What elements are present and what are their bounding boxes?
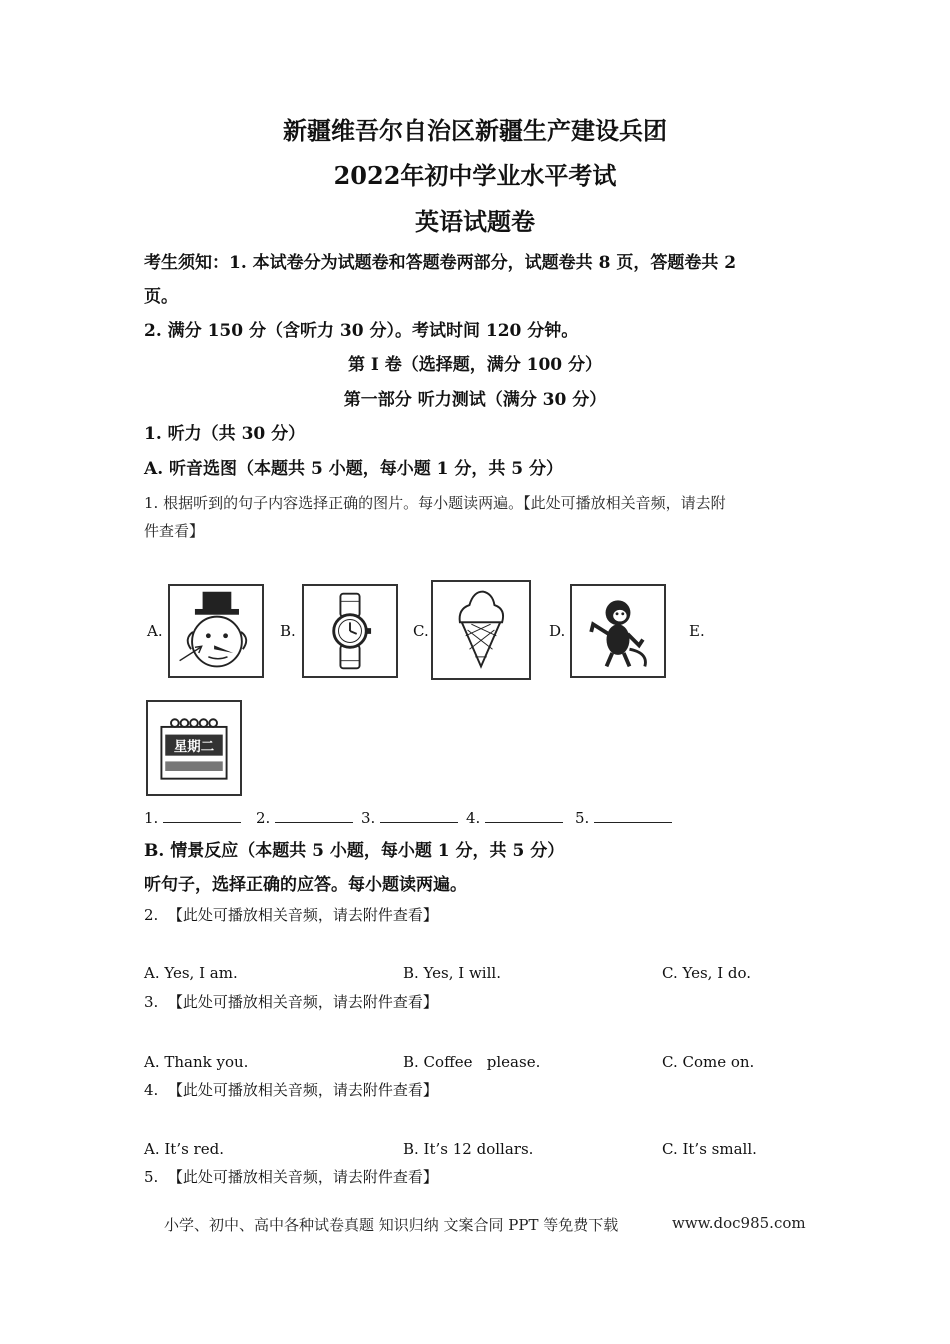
q1-instruction-line2: 件查看】 — [144, 522, 205, 540]
answer-blank-4[interactable]: 4. — [466, 808, 563, 827]
exam-title-region: 新疆维吾尔自治区新疆生产建设兵团 — [283, 116, 667, 145]
answer-blank-2[interactable]: 2. — [256, 808, 353, 827]
partB-heading: B. 情景反应（本题共 5 小题，每小题 1 分，共 5 分） — [144, 841, 565, 861]
footer-site-link[interactable]: www.doc985.com — [672, 1214, 806, 1232]
q3-option-c[interactable]: C. Come on. — [662, 1053, 755, 1071]
watch-icon — [302, 584, 398, 678]
q2-option-b[interactable]: B. Yes, I will. — [403, 964, 501, 982]
pic-label-c: C. — [413, 622, 429, 640]
snowman-icon — [168, 584, 264, 678]
question-5: 5. 【此处可播放相关音频，请去附件查看】 — [144, 1168, 438, 1186]
part1-heading: 第一部分 听力测试（满分 30 分） — [343, 390, 607, 410]
question-3: 3. 【此处可播放相关音频，请去附件查看】 — [144, 993, 438, 1011]
notice-line-1b: 页。 — [144, 287, 178, 307]
notice-line-1: 考生须知：1. 本试卷分为试题卷和答题卷两部分，试题卷共 8 页，答题卷共 2 — [144, 253, 737, 273]
q2-option-c[interactable]: C. Yes, I do. — [662, 964, 752, 982]
pic-label-a: A. — [147, 622, 163, 640]
q4-option-a[interactable]: A. It’s red. — [144, 1140, 224, 1158]
volume-heading: 第 I 卷（选择题，满分 100 分） — [347, 355, 603, 375]
picture-options-row — [0, 580, 950, 680]
partA-heading: A. 听音选图（本题共 5 小题，每小题 1 分，共 5 分） — [144, 459, 564, 479]
q4-option-b[interactable]: B. It’s 12 dollars. — [403, 1140, 534, 1158]
page-footer — [164, 1214, 804, 1235]
pic-label-d: D. — [549, 622, 566, 640]
calendar-icon — [146, 700, 242, 796]
answer-blank-5[interactable]: 5. — [575, 808, 672, 827]
partB-instruction: 听句子，选择正确的应答。每小题读两遍。 — [144, 875, 467, 895]
q3-option-a[interactable]: A. Thank you. — [144, 1053, 249, 1071]
exam-title-year: 2022年初中学业水平考试 — [333, 161, 617, 190]
q4-option-c[interactable]: C. It’s small. — [662, 1140, 757, 1158]
monkey-icon — [570, 584, 666, 678]
question-4: 4. 【此处可播放相关音频，请去附件查看】 — [144, 1081, 438, 1099]
q1-instruction-line1: 1. 根据听到的句子内容选择正确的图片。每小题读两遍。【此处可播放相关音频，请去附 — [144, 494, 726, 512]
question-2: 2. 【此处可播放相关音频，请去附件查看】 — [144, 906, 438, 924]
pic-label-b: B. — [280, 622, 296, 640]
calendar-weekday-text: 星期二 — [173, 739, 215, 755]
exam-title-subject: 英语试题卷 — [415, 207, 535, 236]
answer-blank-3[interactable]: 3. — [361, 808, 458, 827]
q3-option-b[interactable]: B. Coffee please. — [403, 1053, 541, 1071]
listening-heading: 1. 听力（共 30 分） — [144, 424, 306, 444]
ice-cream-icon — [431, 580, 531, 680]
notice-line-2: 2. 满分 150 分（含听力 30 分）。考试时间 120 分钟。 — [144, 321, 579, 341]
footer-text: 小学、初中、高中各种试卷真题 知识归纳 文案合同 PPT 等免费下载 — [164, 1216, 619, 1234]
q2-option-a[interactable]: A. Yes, I am. — [144, 964, 238, 982]
answer-blank-1[interactable]: 1. — [144, 808, 241, 827]
pic-label-e: E. — [689, 622, 705, 640]
